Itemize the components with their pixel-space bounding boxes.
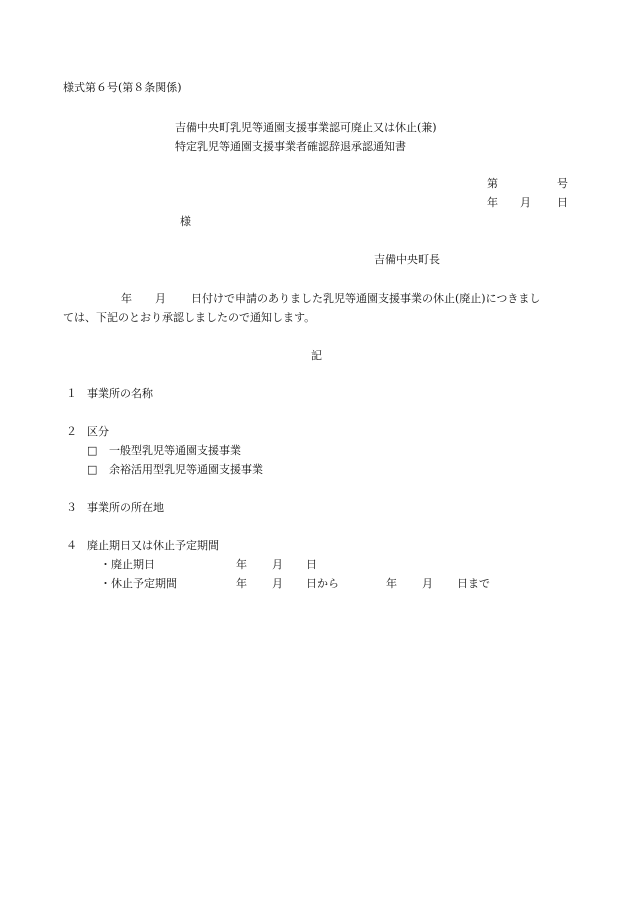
addressee-honorific: 様	[180, 215, 191, 228]
abolition-date-label: ・廃止期日	[100, 558, 155, 571]
checkbox-surplus-type[interactable]: □	[87, 463, 98, 476]
doc-number-prefix: 第	[487, 177, 498, 190]
ki-heading: 記	[311, 349, 322, 362]
doc-date-year: 年	[487, 196, 498, 209]
suspension-period-label: ・休止予定期間	[100, 577, 177, 590]
item-3-label: 事業所の所在地	[87, 501, 164, 514]
item-1-number: １	[66, 387, 77, 400]
abolition-year: 年	[236, 558, 247, 571]
item-4-number: ４	[66, 539, 77, 552]
body-year: 年	[121, 292, 132, 305]
item-2-label: 区分	[87, 425, 109, 438]
doc-date-day: 日	[557, 196, 568, 209]
body-text-line-2: ては、下記のとおり承認しましたので通知します。	[63, 311, 316, 324]
option-general-type-label: 一般型乳児等通園支援事業	[109, 444, 241, 457]
checkbox-general-type[interactable]: □	[87, 444, 98, 457]
document-title-line-2: 特定乳児等通園支援事業者確認辞退承認通知書	[175, 140, 406, 153]
doc-date-month: 月	[520, 196, 531, 209]
item-4-label: 廃止期日又は休止予定期間	[87, 539, 219, 552]
item-1-label: 事業所の名称	[87, 387, 153, 400]
abolition-day: 日	[306, 558, 317, 571]
item-2-number: ２	[66, 425, 77, 438]
suspension-end-month: 月	[422, 577, 433, 590]
form-number: 様式第６号(第８条関係)	[63, 81, 182, 94]
suspension-end-day: 日まで	[457, 577, 490, 590]
item-3-number: ３	[66, 501, 77, 514]
suspension-end-year: 年	[386, 577, 397, 590]
suspension-start-month: 月	[272, 577, 283, 590]
doc-number-suffix: 号	[557, 177, 568, 190]
suspension-start-day: 日から	[306, 577, 339, 590]
option-surplus-type-label: 余裕活用型乳児等通園支援事業	[109, 463, 263, 476]
abolition-month: 月	[272, 558, 283, 571]
issuer-name: 吉備中央町長	[374, 253, 440, 266]
document-title-line-1: 吉備中央町乳児等通園支援事業認可廃止又は休止(兼)	[175, 121, 437, 134]
body-month: 月	[155, 292, 166, 305]
suspension-start-year: 年	[236, 577, 247, 590]
body-text-line-1: 日付けで申請のありました乳児等通園支援事業の休止(廃止)につきまし	[191, 292, 541, 305]
